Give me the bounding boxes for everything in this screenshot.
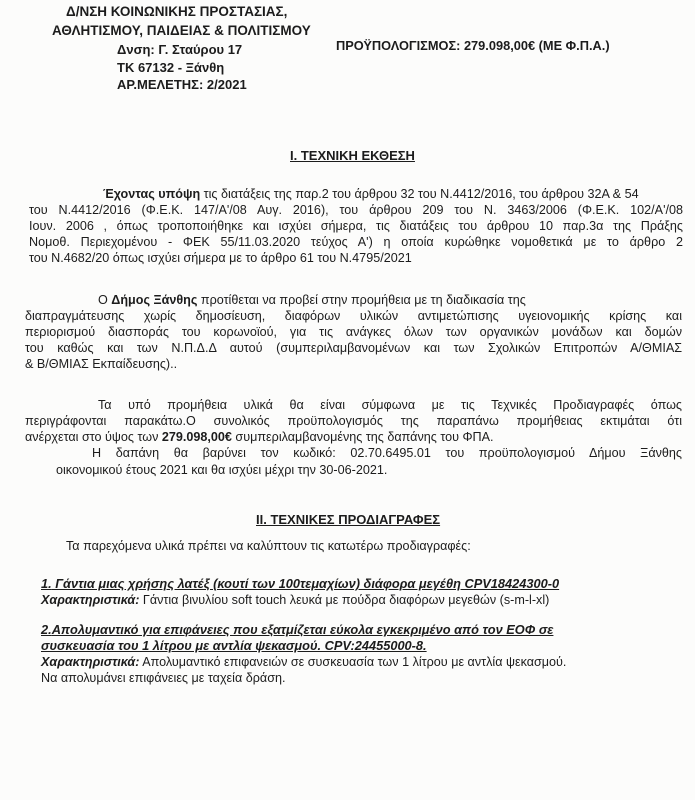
para3-line-3 <box>25 430 494 446</box>
item-2-char-label: Χαρακτηριστικά: <box>41 655 140 669</box>
section-2-title: ΙΙ. ΤΕΧΝΙΚΕΣ ΠΡΟΔΙΑΓΡΑΦΕΣ <box>256 512 441 527</box>
item-1-char-label: Χαρακτηριστικά: <box>41 593 140 607</box>
spec-intro: Τα παρεχόμενα υλικά πρέπει να καλύπτουν τις κατωτέρω προδιαγραφές: <box>66 539 471 553</box>
study-number: ΑΡ.ΜΕΛΕΤΗΣ: 2/2021 <box>117 77 247 92</box>
para2-line-1-text: προτίθεται να προβεί στην προμήθεια με τη διαδικασία της <box>197 293 526 307</box>
municipality-name: Δήμος Ξάνθης <box>111 293 198 307</box>
para1-lead: Έχοντας υπόψη <box>103 187 201 201</box>
para2-line-3: περιορισμού διασποράς του κορωνοϊού, για τις ανάγκες όλων των οργανικών μονάδων και δομών <box>25 325 682 339</box>
item-2-number: 2. <box>41 622 52 637</box>
para4-line-1: Η δαπάνη θα βαρύνει τον κωδικό: 02.70.6495.01 του προϋπολογισμού Δήμου Ξάνθης <box>92 446 682 460</box>
section-1-title: Ι. ΤΕΧΝΙΚΗ ΕΚΘΕΣΗ <box>290 148 415 163</box>
para3-line-3-pre: ανέρχεται στο ύψος των <box>25 430 162 444</box>
item-2-extra-line: Να απολυμάνει επιφάνειες με ταχεία δράση. <box>41 671 286 685</box>
para1-line-1 <box>103 187 683 203</box>
para2-line-1 <box>98 293 682 309</box>
item-1-char-text: Γάντια βινυλίου soft touch λευκά με πούδρα διαφόρων μεγεθών (s-m-l-xl) <box>139 593 550 607</box>
budget-total: ΠΡΟΫΠΟΛΟΓΙΣΜΟΣ: 279.098,00€ (ΜΕ Φ.Π.Α.) <box>336 38 610 53</box>
item-1-number: 1. <box>41 576 52 591</box>
department-line-1: Δ/ΝΣΗ ΚΟΙΝΩΝΙΚΗΣ ΠΡΟΣΤΑΣΙΑΣ, <box>66 4 288 19</box>
para1-line-1-text: τις διατάξεις της παρ.2 του άρθρου 32 του Ν.4412/2016, του άρθρου 32Α & 54 <box>200 187 639 201</box>
budget-amount: 279.098,00€ <box>161 430 232 444</box>
para2-pre: Ο <box>98 293 112 307</box>
para3-line-1: Τα υπό προμήθεια υλικά θα είναι σύμφωνα με τις Τεχνικές Προδιαγραφές όπως <box>98 398 682 412</box>
para2-line-4: του καθώς και των Ν.Π.Δ.Δ αυτού (συμπεριλαμβανομένων και των Σχολικών Επιτροπών Α/ΘΜΙΑΣ <box>25 341 682 355</box>
para2-line-2: διαπραγμάτευσης χωρίς δημοσίευση, διαφόρων υλικών αντιμετώπισης υγειονομικής κρίσης και <box>25 309 682 323</box>
address: Δνση: Γ. Σταύρου 17 <box>117 42 243 57</box>
item-2-char-text: Απολυμαντικό επιφανειών σε συσκευασία των 1 λίτρου με αντλία ψεκασμού. <box>139 655 567 669</box>
postcode: ΤΚ 67132 - Ξάνθη <box>117 60 225 75</box>
department-line-2: ΑΘΛΗΤΙΣΜΟΥ, ΠΑΙΔΕΙΑΣ & ΠΟΛΙΤΙΣΜΟΥ <box>52 23 311 38</box>
item-1-title-text: Γάντια μιας χρήσης λατέξ (κουτί των 100τεμαχίων) διάφορα μεγέθη CPV18424300-0 <box>51 576 560 591</box>
item-2-title-text: Απολυμαντικό για επιφάνειες που εξατμίζεται εύκολα εγκεκριμένο από τον ΕΟΦ σε <box>51 622 554 637</box>
para3-line-3-post: συμπεριλαμβανομένης της δαπάνης του ΦΠΑ. <box>231 430 494 444</box>
para2-line-5: & Β/ΘΜΙΑΣ Εκπαίδευσης).. <box>25 357 178 371</box>
para1-line-2: του Ν.4412/2016 (Φ.Ε.Κ. 147/Α'/08 Αυγ. 2016), του άρθρου 209 του Ν. 3463/2006 (Φ.Ε.Κ. 102/Α'/08 <box>29 203 683 217</box>
para1-line-3: Ιουν. 2006 , όπως τροποποιήθηκε και ισχύει σήμερα, τις διατάξεις του άρθρου 10 παρ.3α της Πράξης <box>29 219 683 233</box>
item-1-characteristics <box>41 593 549 607</box>
item-1-title <box>41 576 559 591</box>
item-2-title-line-1 <box>41 622 553 637</box>
para1-line-5: του Ν.4682/20 όπως ισχύει σήμερα με το άρθρο 61 του Ν.4795/2021 <box>29 251 412 265</box>
para1-line-4: Νομοθ. Περιεχομένου - ΦΕΚ 55/11.03.2020 τεύχος Α') η οποία κυρώθηκε νομοθετικά με το άρθρο 2 <box>29 235 683 249</box>
item-2-characteristics <box>41 655 566 669</box>
para3-line-2: περιγράφονται παρακάτω.Ο συνολικός προϋπολογισμός της παραπάνω προμήθειας εκτιμάται ότι <box>25 414 682 428</box>
para4-line-2: οικονομικού έτους 2021 και θα ισχύει μέχρι την 30-06-2021. <box>56 463 388 477</box>
item-2-title-line-2: συσκευασία του 1 λίτρου με αντλία ψεκασμού. CPV:24455000-8. <box>41 638 427 653</box>
